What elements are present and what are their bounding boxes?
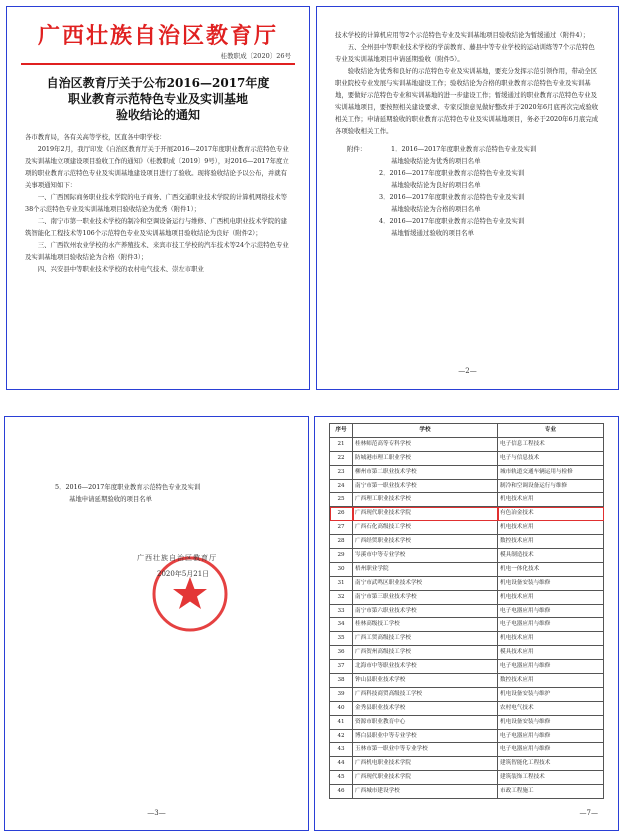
- table-row: [330, 771, 604, 785]
- row-number: 29: [330, 549, 353, 563]
- paragraph: 四、兴安县中等职业技术学校的农村电气技术、崇左市职业: [37, 265, 204, 273]
- row-number: 35: [330, 632, 353, 646]
- paragraph: 一、广西国际商务职业技术学院的电子商务、广西交通职业技术学院的计算机网络技术等38个示范特色专业及实训基地项目验收结论为优秀（附件1）；: [25, 193, 288, 213]
- major-name: 机电技术应用: [498, 632, 604, 646]
- row-number: 41: [330, 715, 353, 729]
- title-line: 验收结论的通知: [115, 108, 200, 122]
- signature-org: 广西壮族自治区教育厅: [137, 554, 217, 562]
- attachment-title: 2．2016—2017年度职业教育示范特色专业及实训: [379, 169, 525, 177]
- major-name: 机电技术应用: [498, 521, 604, 535]
- document-page-7: [314, 416, 619, 831]
- major-name: 模具技术应用: [498, 646, 604, 660]
- major-name: 电子电器应用与维修: [498, 743, 604, 757]
- attachment-title: 4．2016—2017年度职业教育示范特色专业及实训: [379, 217, 525, 225]
- row-number: 44: [330, 757, 353, 771]
- row-number: 46: [330, 785, 353, 799]
- school-name: 广西机电职业技术学院: [353, 757, 498, 771]
- paragraph: 三、广西钦州农业学校的水产养殖技术、来宾市技工学校的汽车技术等24个示范特色专业及实训基地项目验收结论为合格（附件3）；: [25, 241, 289, 261]
- table-header-row: [330, 424, 604, 438]
- document-page-1: [6, 6, 310, 390]
- page-number: —7—: [579, 809, 598, 817]
- table-row: [330, 451, 604, 465]
- attachment-title: 3．2016—2017年度职业教育示范特色专业及实训: [379, 193, 525, 201]
- school-table: [329, 423, 604, 799]
- row-number: 37: [330, 660, 353, 674]
- school-name: 桂林师范高等专科学校: [353, 437, 498, 451]
- row-number: 42: [330, 729, 353, 743]
- paragraph: 二、南宁市第一职业技术学校的制冷和空调设备运行与维修、广西机电职业技术学院的建筑智能化工程技术等106个示范特色专业及实训基地项目验收结论为良好（附件2）；: [25, 217, 288, 237]
- school-name: 广西城市建设学校: [353, 785, 498, 799]
- school-name: 广西石化高级技工学校: [353, 521, 498, 535]
- table-row: [330, 493, 604, 507]
- major-name: 电子信息工程技术: [498, 437, 604, 451]
- school-name: 广西理工职业技术学校: [353, 493, 498, 507]
- page-number: —3—: [147, 809, 166, 817]
- major-name: 模具制造技术: [498, 549, 604, 563]
- school-name: 资源市职业教育中心: [353, 715, 498, 729]
- document-number: 桂教职成〔2020〕26号: [220, 52, 291, 60]
- school-name: 桂林高级技工学校: [353, 618, 498, 632]
- row-number: 26: [330, 507, 353, 521]
- major-name: 电子电器应用与维修: [498, 729, 604, 743]
- signature-date: 2020年5月21日: [157, 570, 210, 578]
- row-number: 21: [330, 437, 353, 451]
- title-line: 职业教育示范特色专业及实训基地: [67, 92, 248, 106]
- major-name: 电子电器应用与维修: [498, 604, 604, 618]
- table-row: [330, 757, 604, 771]
- attachment-item: [335, 143, 600, 155]
- salutation: 各市教育局，各有关高等学校，区直各中职学校：: [25, 133, 166, 141]
- table-row: [330, 646, 604, 660]
- school-name: 南宁市第六职业技术学校: [353, 604, 498, 618]
- major-name: 数控技术应用: [498, 674, 604, 688]
- table-row: [330, 590, 604, 604]
- attachments-label: 附件：: [347, 145, 367, 153]
- row-number: 28: [330, 535, 353, 549]
- school-name: 南宁市武鸣区职业技术学校: [353, 576, 498, 590]
- school-name: 防城港市理工职业学校: [353, 451, 498, 465]
- school-name: 广西现代职业技术学院: [353, 507, 498, 521]
- major-name: 制冷和空调设备运行与维修: [498, 479, 604, 493]
- table-row: [330, 465, 604, 479]
- row-number: 31: [330, 576, 353, 590]
- school-name: 玉林市第一职业中等专业学校: [353, 743, 498, 757]
- row-number: 45: [330, 771, 353, 785]
- attachment-item: [55, 481, 288, 505]
- header-major: 专业: [498, 424, 604, 438]
- major-name: 机电设备安装与维护: [498, 687, 604, 701]
- school-name: 广西贺州高级技工学校: [353, 646, 498, 660]
- major-name: 农村电气技术: [498, 701, 604, 715]
- document-header: 广西壮族自治区教育厅: [37, 23, 278, 49]
- title-line: 自治区教育厅关于公布2016—2017年度: [46, 76, 270, 90]
- major-name: 电子电器应用与维修: [498, 618, 604, 632]
- school-name: 广西经贸职业技术学校: [353, 535, 498, 549]
- row-number: 34: [330, 618, 353, 632]
- major-name: 数控技术应用: [498, 535, 604, 549]
- row-number: 24: [330, 479, 353, 493]
- page-number: —2—: [458, 367, 477, 375]
- row-number: 23: [330, 465, 353, 479]
- header-no: 序号: [330, 424, 353, 438]
- table-row: [330, 437, 604, 451]
- attachment-title-cont: 基地验收结论为合格的项目名单: [391, 205, 481, 213]
- major-name: 市政工程施工: [498, 785, 604, 799]
- school-name: 广西现代职业技术学院: [353, 771, 498, 785]
- school-name: 南宁市第一职业技术学校: [353, 479, 498, 493]
- paragraph: 验收结论为优秀和良好的示范特色专业及实训基地，要充分发挥示范引领作用，带动全区职业院校专业发展与实训基地建设工作；验收结论为合格的职业教育示范特色专业及实训基地，要做好示范特色专业和实训基地的进一步建设工作；暂缓通过的职业教育示范特色专业及实训基地项目，要按照相关建设要求、专家反馈意见做好整改并于2020年6月底再次完成验收相关工作；申请延期验收的职业教育示范特色专业及实训基地项目，务必于2020年6月底完成各项验收相关工作。: [335, 67, 599, 135]
- row-number: 33: [330, 604, 353, 618]
- attachment-title-cont: 基地验收结论为良好的项目名单: [391, 181, 481, 189]
- table-row: [330, 507, 604, 521]
- row-number: 30: [330, 562, 353, 576]
- attachment-title: 5．2016—2017年度职业教育示范特色专业及实训: [55, 483, 201, 491]
- header-divider: [21, 63, 295, 65]
- notice-body: [25, 131, 291, 275]
- table-body: [330, 437, 604, 798]
- major-name: 有色冶金技术: [498, 507, 604, 521]
- table-row: [330, 660, 604, 674]
- major-name: 机电设备安装与维修: [498, 576, 604, 590]
- school-name: 钟山县职业技术学校: [353, 674, 498, 688]
- table-row: [330, 715, 604, 729]
- table-row: [330, 479, 604, 493]
- table-row: [330, 618, 604, 632]
- major-name: 建筑智能化工程技术: [498, 757, 604, 771]
- school-name: 金秀县职业技术学校: [353, 701, 498, 715]
- paragraph: 技术学校的计算机应用等2个示范特色专业及实训基地项目验收结论为暂缓通过（附件4）；: [335, 31, 590, 39]
- document-page-2: [316, 6, 619, 390]
- notice-body: [335, 29, 600, 239]
- major-name: 机电技术应用: [498, 590, 604, 604]
- attachment-title-cont: 基地验收结论为优秀的项目名单: [391, 157, 481, 165]
- school-name: 广西科技商贸高级技工学校: [353, 687, 498, 701]
- school-name: 南宁市第三职业技术学校: [353, 590, 498, 604]
- major-name: 电子电器应用与维修: [498, 660, 604, 674]
- row-number: 43: [330, 743, 353, 757]
- attachment-title-cont: 基地暂缓通过验收的项目名单: [391, 229, 475, 237]
- table-row: [330, 632, 604, 646]
- major-name: 建筑装饰工程技术: [498, 771, 604, 785]
- row-number: 22: [330, 451, 353, 465]
- row-number: 27: [330, 521, 353, 535]
- major-name: 机电技术应用: [498, 493, 604, 507]
- attachment-title: 1．2016—2017年度职业教育示范特色专业及实训: [391, 145, 537, 153]
- table-row: [330, 674, 604, 688]
- row-number: 36: [330, 646, 353, 660]
- table-row: [330, 549, 604, 563]
- school-name: 岑溪市中等专业学校: [353, 549, 498, 563]
- school-name: 博白县职业中等专业学校: [353, 729, 498, 743]
- school-name: 柳州市第二职业技术学校: [353, 465, 498, 479]
- paragraph: 五、全州县中等职业技术学校的学前教育、藤县中等专业学校的运动训练等7个示范特色专业及实训基地项目申请延期验收（附件5）。: [335, 43, 595, 63]
- table-row: [330, 604, 604, 618]
- school-name: 北海市中等职业技术学校: [353, 660, 498, 674]
- row-number: 25: [330, 493, 353, 507]
- table-row: [330, 701, 604, 715]
- major-name: 机电设备安装与维修: [498, 715, 604, 729]
- table-row: [330, 576, 604, 590]
- table-row: [330, 729, 604, 743]
- table-row: [330, 743, 604, 757]
- header-school: 学校: [353, 424, 498, 438]
- table-row: [330, 785, 604, 799]
- school-name: 梧州职业学院: [353, 562, 498, 576]
- school-name: 广西工贸高级技工学校: [353, 632, 498, 646]
- table-row: [330, 687, 604, 701]
- row-number: 32: [330, 590, 353, 604]
- table-row: [330, 562, 604, 576]
- major-name: 城市轨道交通车辆运用与检修: [498, 465, 604, 479]
- major-name: 电子与信息技术: [498, 451, 604, 465]
- major-name: 机电一体化技术: [498, 562, 604, 576]
- table-row: [330, 535, 604, 549]
- attachment-list: [335, 143, 600, 239]
- document-page-3: [4, 416, 309, 831]
- notice-title: [27, 75, 289, 123]
- row-number: 39: [330, 687, 353, 701]
- attachment-title-cont: 基地申请延期验收的项目名单: [69, 495, 153, 503]
- paragraph: 2019年2月，我厅印发《自治区教育厅关于开展2016—2017年度职业教育示范特色专业及实训基地立项建设项目验收工作的通知》（桂教职成〔2019〕9号），对2016—2017年度立项的职业教育示范特色专业及实训基地建设项目进行了验收。现将验收结论予以公布，并就有关事项通知如下：: [25, 145, 289, 189]
- row-number: 40: [330, 701, 353, 715]
- table-row: [330, 521, 604, 535]
- row-number: 38: [330, 674, 353, 688]
